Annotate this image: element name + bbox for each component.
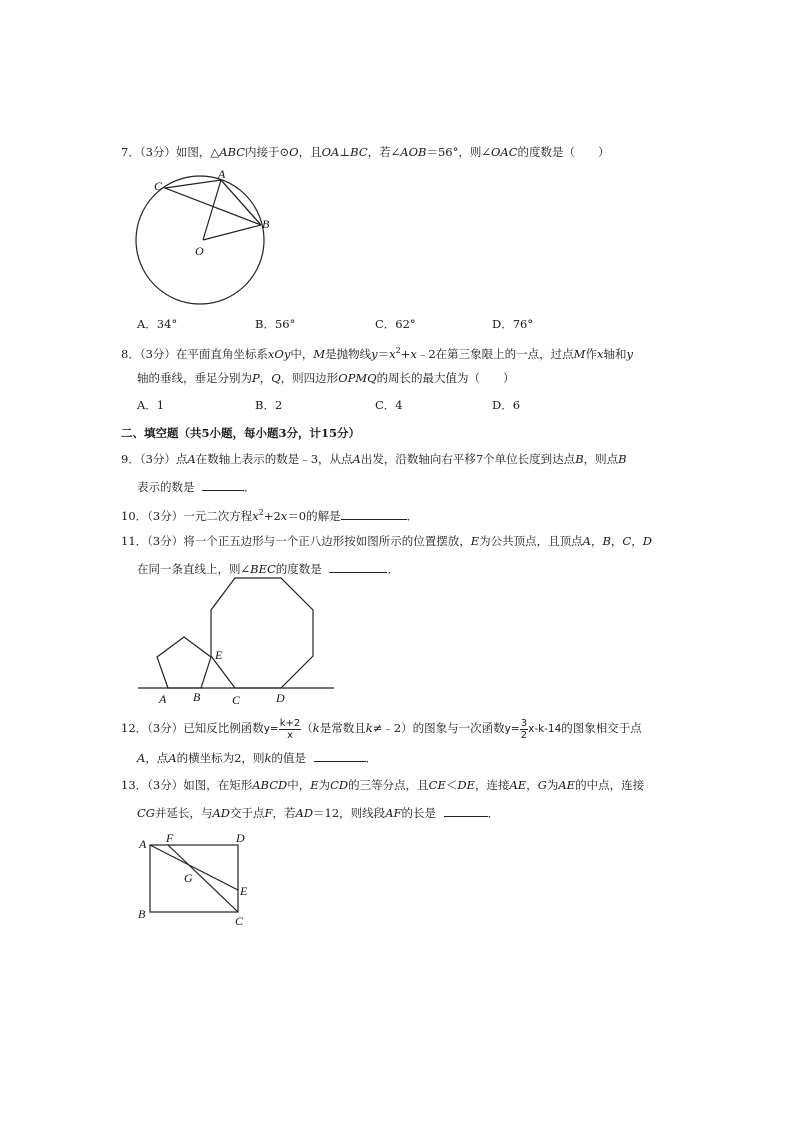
q13-stem-line2: CG并延长，与AD交于点F，若AD＝12，则线段AF的长是 ． (137, 806, 500, 820)
q11-label-d: D (276, 691, 285, 705)
q7-label-b: B (262, 217, 270, 231)
q12-stem-line2: A，点A的横坐标为2，则k的值是 ． (137, 751, 378, 765)
q8-option-b[interactable]: B．2 (255, 398, 283, 412)
q7-option-d[interactable]: D．76° (492, 317, 534, 331)
q13-label-f: F (166, 831, 174, 845)
q8-option-c[interactable]: C．4 (375, 398, 403, 412)
q7-option-b[interactable]: B．56° (255, 317, 296, 331)
q13-label-a: A (139, 837, 147, 851)
q7-label-o: O (195, 244, 204, 258)
q13-label-b: B (138, 907, 146, 921)
q7-option-c[interactable]: C．62° (375, 317, 416, 331)
q7-option-a[interactable]: A．34° (137, 317, 178, 331)
q13-stem-line1: 13．（3分）如图，在矩形ABCD中，E为CD的三等分点，且CE＜DE，连接AE，G为AE的中点，连接 (121, 778, 645, 792)
q9-stem-line1: 9．（3分）点A在数轴上表示的数是﹣3，从点A出发，沿数轴向右平移7个单位长度到达点B，则点B (121, 452, 627, 466)
q8-option-d[interactable]: D．6 (492, 398, 521, 412)
q10-stem: 10．（3分）一元二次方程$x^2+2x=0$的解是 ． (121, 508, 419, 523)
q11-stem-line2: 在同一条直线上，则∠BEC的度数是 ． (137, 562, 399, 576)
q12-stem-line1: 12．（3分）已知反比例函数y= $\frac{k+2}{x}$ （k是常数且k≠﹣2）的图象与一次函数y= $\frac{3}{2}$ x-k-14的图象相交于点 (121, 717, 642, 741)
section-fill-in-title: 二、填空题（共5小题，每小题3分，计15分） (121, 426, 361, 440)
q7-label-a: A (218, 167, 226, 181)
q12-fraction-k-plus-2-over-x: $\frac{k+2}{x}$ (279, 717, 301, 741)
q11-label-c: C (232, 693, 241, 707)
q7-stem: 7．（3分）如图，△ABC内接于⊙O，且OA⊥BC，若∠AOB＝56°，则∠OAC的度数是（ ） (121, 145, 610, 159)
q13-label-d: D (236, 831, 245, 845)
q11-stem-line1: 11．（3分）将一个正五边形与一个正八边形按如图所示的位置摆放，E为公共顶点，且顶点A，B，C，D (121, 534, 652, 548)
q13-segment-ae (150, 845, 238, 890)
q11-label-e: E (215, 648, 223, 662)
q13-rectangle-abcd (150, 845, 238, 912)
q13-segment-cf (168, 845, 238, 912)
q13-label-e: E (240, 884, 248, 898)
q8-option-a[interactable]: A．1 (137, 398, 165, 412)
q13-label-c: C (235, 914, 244, 928)
q13-label-g: G (184, 871, 193, 885)
q11-label-a: A (159, 692, 167, 706)
q8-stem-line1: 8．（3分）在平面直角坐标系xOy中，M是抛物线$y=x^2+x﹣2$在第三象限上的一点，过点M作x轴和y (121, 346, 633, 361)
q11-label-b: B (193, 690, 201, 704)
q9-stem-line2: 表示的数是 ． (137, 480, 256, 494)
q8-stem-line2: 轴的垂线，垂足分别为P，Q，则四边形OPMQ的周长的最大值为（ ） (137, 371, 515, 385)
q7-label-c: C (154, 179, 163, 193)
q12-fraction-3-over-2: $\frac{3}{2}$ (520, 717, 528, 741)
